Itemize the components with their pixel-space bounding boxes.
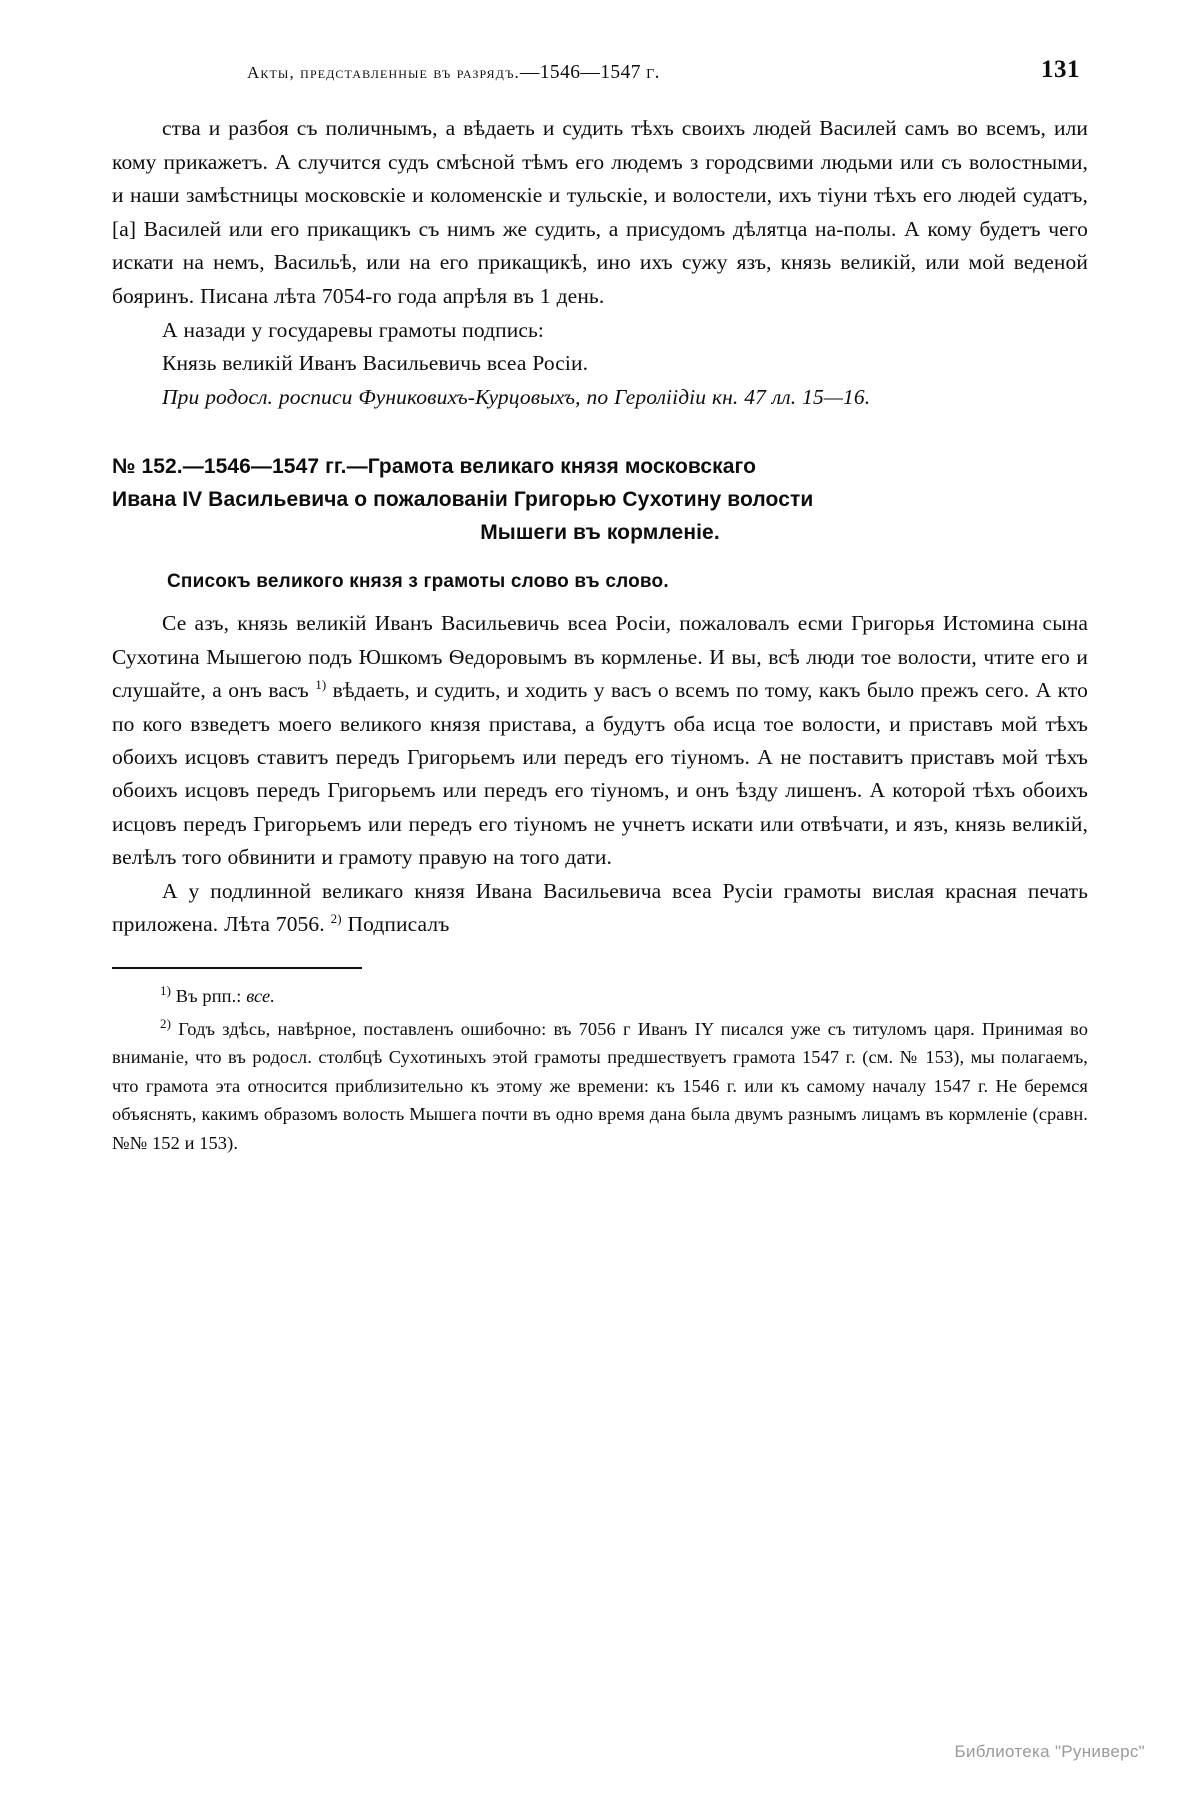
paragraph: А назади у государевы грамоты подпись: [162, 317, 545, 342]
paragraph-text-part: вѣдаеть, и судить, и ходить у васъ о всемъ по тому, какъ было прежъ сего. А кто по кого взведетъ моего великого князя пристава, а будутъ оба исца тое волости, и приставъ мой тѣхъ обоихъ исцовъ ставитъ перeдъ Григорьемъ или передъ его тіуномъ. А не поставитъ приставъ мой тѣхъ обоихъ исцовъ передъ Григорьемъ или передъ его тіуномъ, и онъ ѣзду лишенъ. А которой тѣхъ обоихъ исцовъ передъ Григорьемъ или передъ его тіуномъ не учнетъ искати или отвѣчати, и язъ, князь великій, велѣлъ того обвинити и грамоту правую на того дати. [112, 678, 1088, 870]
paragraph-text-part: Подписалъ [341, 912, 450, 936]
footnote-text: Въ рпп.: [171, 986, 247, 1007]
footnote-marker: 1) [160, 983, 172, 999]
footnotes [112, 982, 1088, 1157]
page-number: 131 [1041, 56, 1080, 83]
paragraph-text-part: А у подлинной великаго князя Ивана Васильевича всеа Русіи грамоты вислая красная печать приложена. Лѣта 7056. [112, 878, 1088, 936]
document-heading [112, 450, 1088, 549]
page-content [112, 56, 1088, 1161]
source-note: При родосл. росписи Фуниковихъ-Курцовыхъ, по Героліідіи кн. 47 лл. 15—16. [162, 384, 871, 409]
document-heading-line-3: Мышеги въ кормленіе. [480, 521, 720, 545]
document-body [112, 607, 1088, 941]
continued-document-text [112, 112, 1088, 414]
document-heading-line-2: Ивана IV Васильевича о пожалованіи Григорью Сухотину волости [112, 488, 814, 512]
paragraph: ства и разбоя съ поличнымъ, а вѣдаеть и судить тѣхъ своихъ людей Василей самъ во всемъ, или кому прикажетъ. А случится судъ смѣсной тѣмъ его людемъ з городсвими людьми или съ волостными, и наши замѣстницы московскіе и коломенскіе и тульскіе, и волостели, ихъ тіуни тѣхъ его людей судатъ, [а] Василей или его прикащикъ съ нимъ же судить, а присудомъ дѣлятца на-полы. А кому будетъ чего искати на немъ, Васильѣ, или на его прикащикѣ, ино ихъ сужу язъ, князь великій, или мой веденой бояринъ. Писана лѣта 7054-го года апрѣля въ 1 день. [112, 116, 1088, 308]
paragraph [112, 875, 1088, 942]
paragraph [112, 607, 1088, 874]
footnote-item [112, 982, 1088, 1011]
running-head-title [247, 62, 660, 84]
library-watermark: Библиотека "Руниверс" [954, 1742, 1145, 1761]
running-head [112, 56, 1088, 98]
footnote-item [112, 1015, 1088, 1158]
footnote-ref-2[interactable]: 2) [330, 910, 342, 926]
running-head-title-caps: Акты, представленные въ разрядъ. [247, 63, 520, 82]
footnote-italic-text: все. [246, 986, 276, 1007]
running-head-title-rest: —1546—1547 г. [519, 62, 660, 83]
footnote-text: Годъ здѣсь, навѣрное, поставленъ ошибочно: въ 7056 г Иванъ IY писался уже съ титуломъ царя. Принимая во вниманіе, что въ родосл. столбцѣ Сухотиныхъ этой грамоты предшествуетъ грамота 1547 г. (см. № 153), мы полагаемъ, что грамота эта относится приблизительно къ этому же времени: къ 1546 г. или къ самому началу 1547 г. Не беремся объяснять, какимъ образомъ волость Мышега почти въ одно время дана была двумъ разнымъ лицамъ въ кормленіе (сравн. №№ 152 и 153). [112, 1018, 1088, 1153]
footnote-ref-1[interactable]: 1) [315, 677, 327, 692]
document-subheading: Списокъ великого князя з грамоты слово въ слово. [167, 571, 669, 593]
paragraph-text-part: Се азъ, князь великій Иванъ Васильевичь всеа Росіи, пожаловалъ есми Григорья Истомина сына Сухотина Мышегою подъ Юшкомъ Ѳедоровымъ въ кормленье. И вы, всѣ люди тое волости, чтите его и слушайте, а онъ васъ [112, 611, 1088, 703]
footnote-marker: 2) [160, 1015, 172, 1031]
document-heading-line-1: № 152.—1546—1547 гг.—Грамота великаго князя московскаго [112, 455, 757, 479]
footnote-separator [112, 967, 362, 969]
paragraph: Князь великій Иванъ Васильевичь всеа Росіи. [162, 351, 589, 376]
